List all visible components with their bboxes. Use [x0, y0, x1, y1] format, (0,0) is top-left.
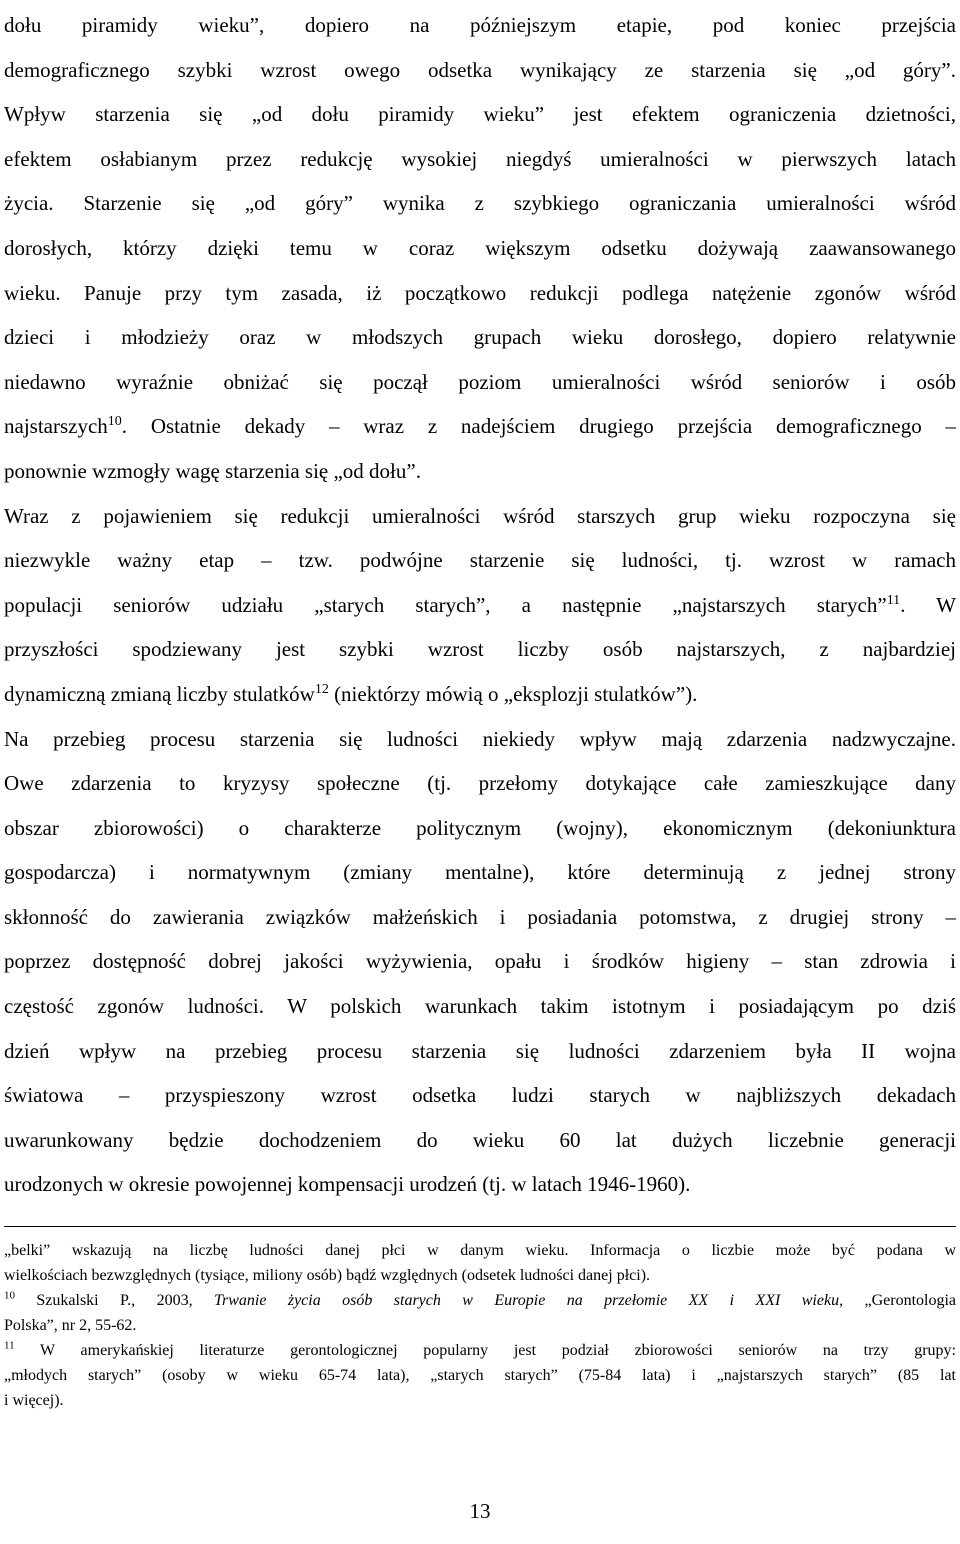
text-segment: . W — [900, 592, 956, 617]
text-line: przyszłości spodziewany jest szybki wzrost liczby osób najstarszych, z najbardziej — [4, 637, 956, 662]
text-line: wieku. Panuje przy tym zasada, iż początkowo redukcji podlega natężenie zgonów wśród — [4, 280, 956, 305]
text-line: dzieci i młodzieży oraz w młodszych grupach wieku dorosłego, dopiero relatywnie — [4, 325, 956, 350]
text-line: demograficznego szybki wzrost owego odsetka wynikający ze starzenia się „od góry”. — [4, 57, 956, 82]
text-line: efektem osłabianym przez redukcję wysokiej niegdyś umieralności w pierwszych latach — [4, 146, 956, 171]
text-line — [4, 583, 956, 628]
footnote-continued — [4, 1238, 956, 1288]
text-line: światowa – przyspieszony wzrost odsetka ludzi starych w najbliższych dekadach — [4, 1083, 956, 1108]
text-line: uwarunkowany będzie dochodzeniem do wieku 60 lat dużych liczebnie generacji — [4, 1127, 956, 1152]
footnote-ref-11[interactable]: 11 — [886, 592, 901, 608]
footnote-line — [4, 1338, 956, 1363]
text-line: Na przebieg procesu starzenia się ludności niekiedy wpływ mają zdarzenia nadzwyczajne. — [4, 726, 956, 751]
text-line: dołu piramidy wieku”, dopiero na późniejszym etapie, pod koniec przejścia — [4, 13, 956, 37]
page-number: 13 — [469, 1499, 491, 1523]
text-segment: najstarszych — [4, 414, 108, 439]
footnote-ref-10[interactable]: 10 — [107, 414, 122, 430]
paragraph-1 — [4, 3, 956, 494]
footnote-10 — [4, 1288, 956, 1338]
text-line — [4, 672, 956, 717]
footnote-text: Szukalski P., 2003, — [15, 1292, 214, 1309]
text-segment: . Ostatnie dekady – wraz z nadejściem drugiego przejścia demograficznego – — [121, 414, 956, 439]
text-segment: (niektórzy mówią o „eksplozji stulatków”). — [328, 681, 698, 706]
text-line: Owe zdarzenia to kryzysy społeczne (tj. przełomy dotykające całe zamieszkujące dany — [4, 771, 956, 796]
footnote-separator — [4, 1226, 956, 1227]
text-line: ponownie wzmogły wagę starzenia się „od dołu”. — [4, 458, 421, 483]
text-line: urodzonych w okresie powojennej kompensacji urodzeń (tj. w latach 1946-1960). — [4, 1172, 691, 1197]
footnote-line: „młodych starych” (osoby w wieku 65-74 lata), „starych starych” (75-84 lata) i „najstarszych starych” (85 lat — [4, 1367, 956, 1384]
footnote-line: „belki” wskazują na liczbę ludności danej płci w danym wieku. Informacja o liczbie może być podana w — [4, 1242, 956, 1259]
main-text — [4, 3, 956, 1207]
text-segment: dynamiczną zmianą liczby stulatków — [4, 681, 315, 706]
footnotes — [4, 1238, 956, 1413]
text-line: dorosłych, którzy dzięki temu w coraz większym odsetku dożywają zaawansowanego — [4, 235, 956, 260]
document-page — [4, 0, 956, 1544]
paragraph-3 — [4, 717, 956, 1208]
text-segment: populacji seniorów udziału „starych starych”, a następnie „najstarszych starych” — [4, 592, 887, 617]
footnote-ref-12[interactable]: 12 — [314, 681, 329, 697]
cited-title: Trwanie życia osób starych w Europie na przełomie XX i XXI wieku — [213, 1292, 840, 1309]
text-line — [4, 404, 956, 449]
text-line: Wpływ starzenia się „od dołu piramidy wieku” jest efektem ograniczenia dzietności, — [4, 102, 956, 127]
footnote-11 — [4, 1338, 956, 1413]
text-line: dzień wpływ na przebieg procesu starzenia się ludności zdarzeniem była II wojna — [4, 1038, 956, 1063]
text-line: skłonność do zawierania związków małżeńskich i posiadania potomstwa, z drugiej strony – — [4, 904, 956, 929]
footnote-number: 10 — [4, 1289, 15, 1302]
footnote-line: wielkościach bezwzględnych (tysiące, miliony osób) bądź względnych (odsetek ludności danej płci). — [4, 1267, 651, 1284]
footnote-line: i więcej). — [4, 1392, 64, 1409]
text-line: obszar zbiorowości) o charakterze politycznym (wojny), ekonomicznym (dekoniunktura — [4, 815, 956, 840]
text-line: poprzez dostępność dobrej jakości wyżywienia, opału i środków higieny – stan zdrowia i — [4, 949, 956, 974]
text-line: Wraz z pojawieniem się redukcji umieralności wśród starszych grup wieku rozpoczyna się — [4, 503, 956, 528]
text-line: gospodarcza) i normatywnym (zmiany mentalne), które determinują z jednej strony — [4, 860, 956, 885]
text-line: niedawno wyraźnie obniżać się począł poziom umieralności wśród seniorów i osób — [4, 369, 956, 394]
footnote-line — [4, 1288, 956, 1313]
footnote-text: , „Gerontologia — [839, 1292, 957, 1309]
footnote-number: 11 — [4, 1339, 15, 1352]
text-line: życia. Starzenie się „od góry” wynika z szybkiego ograniczania umieralności wśród — [4, 191, 956, 216]
text-line: częstość zgonów ludności. W polskich warunkach takim istotnym i posiadającym po dziś — [4, 994, 956, 1019]
footnote-line: Polska”, nr 2, 55-62. — [4, 1317, 137, 1334]
footnote-text: W amerykańskiej literaturze gerontologicznej popularny jest podział zbiorowości seniorów na trzy grupy: — [14, 1342, 956, 1359]
paragraph-2 — [4, 494, 956, 717]
text-line: niezwykle ważny etap – tzw. podwójne starzenie się ludności, tj. wzrost w ramach — [4, 548, 956, 573]
